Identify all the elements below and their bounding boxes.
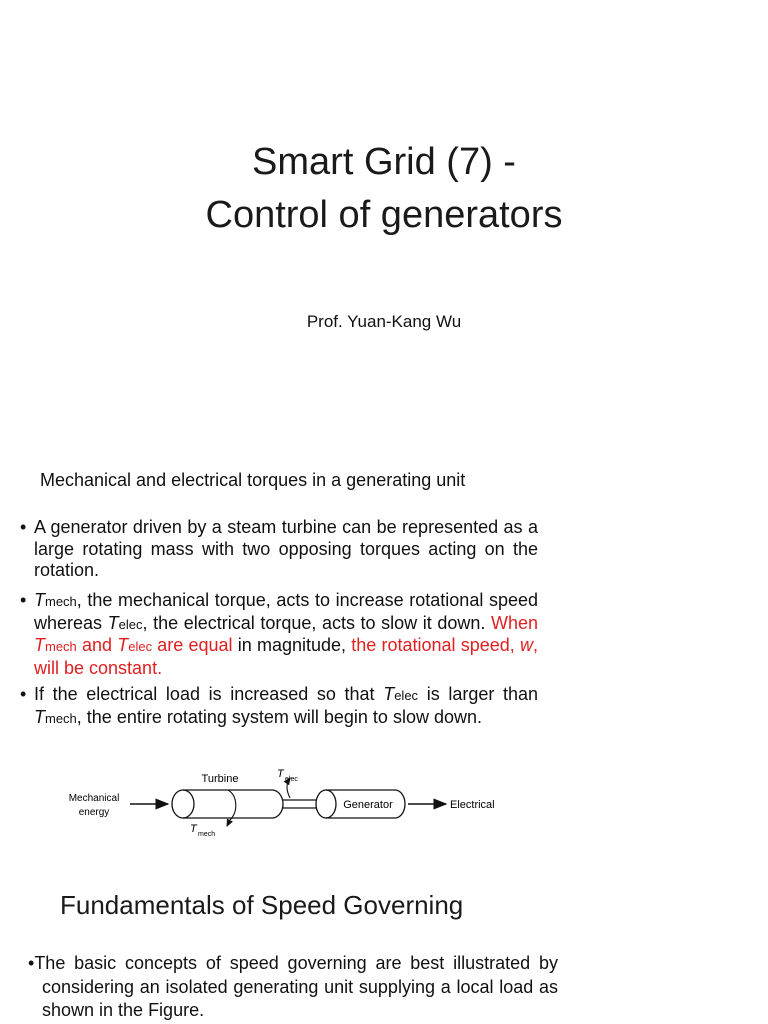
section-heading: Mechanical and electrical torques in a generating unit xyxy=(40,470,466,490)
mechanical-label-1: Mechanical xyxy=(68,793,120,804)
telec-label: T xyxy=(277,768,284,780)
generator-label: Generator xyxy=(343,799,393,811)
bullet-load-increase: • If the electrical load is increased so that Telec is larger than Tmech, the entire rotating system will begin to slow down. xyxy=(20,684,539,727)
bullet-steam-turbine: • A generator driven by a steam turbine can be represented as a large rotating mass with two opposing torques acting on the rotation. xyxy=(20,517,538,580)
speed-governing-heading: Fundamentals of Speed Governing xyxy=(60,890,464,920)
bullet-speed-governing: •The basic concepts of speed governing are best illustrated by considering an isolated generating unit supplying a local load as shown in the Figure. xyxy=(28,953,558,1020)
turbine-front xyxy=(172,790,194,818)
author-name: Prof. Yuan-Kang Wu xyxy=(306,312,462,331)
slide-title-line1: Smart Grid (7) - xyxy=(252,141,516,183)
slide-title-line2: Control of generators xyxy=(205,194,563,236)
telec-sub: elec xyxy=(285,776,298,783)
mechanical-label-2: energy xyxy=(78,807,110,818)
electrical-label: Electrical xyxy=(450,799,495,811)
tmech-sub: mech xyxy=(198,831,216,838)
bullet-torques: • Tmech, the mechanical torque, acts to increase rotational speed whereas Telec, the electrical torque, acts to slow it down. When Tmech and Telec are equal in magnitude, the rotational speed, w, will be constant. xyxy=(20,590,538,678)
generator-back xyxy=(395,790,405,818)
tmech-label: T xyxy=(190,823,197,835)
generator-front xyxy=(316,790,336,818)
turbine-generator-diagram xyxy=(50,760,520,845)
turbine-back xyxy=(272,790,283,818)
turbine-label: Turbine xyxy=(201,773,239,785)
tmech-arrow xyxy=(227,790,236,826)
